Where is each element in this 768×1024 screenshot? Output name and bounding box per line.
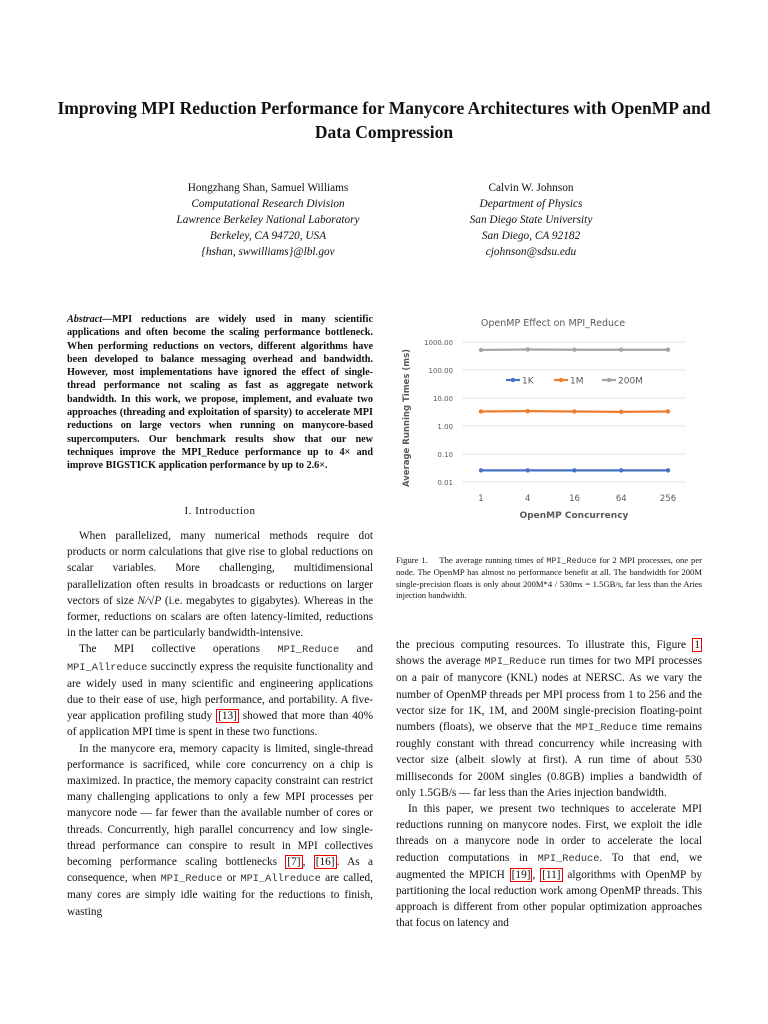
y-tick-label: 100.00 [428,367,453,375]
text-run: for 2 MPI processes, one per node. The OpenMP has almost no performance benefit at all. The bandwidth for 200M single-precision floats is only about 200M*4 / 530ms = 1.5GB/s, far less than the Aries injection bandwidth. [396,555,703,601]
code-inline: MPI_Reduce [484,656,547,669]
text-run: In this paper, we present two techniques to accelerate MPI reductions running on manycore nodes. First, we exploit the idle threads on a manycore node in order to accelerate the local reduction computations in [396,803,702,864]
code-inline: MPI_Reduce [546,556,597,566]
data-point-1M [666,409,670,413]
code-inline: MPI_Reduce [160,873,223,886]
author-division: Department of Physics [479,198,583,210]
text-run: When parallelized, many numerical methods require dot products or norm calculations that give rise to global reductions on scalar variables. More challenging, multidimensional parallelization often results in broadcasts or reductions on larger vectors of size [67,530,373,607]
chart-xlabel: OpenMP Concurrency [519,511,629,521]
citation-link[interactable]: [7] [287,856,301,869]
x-tick-label: 1 [478,494,484,504]
legend-label: 1K [522,376,534,387]
paragraph [396,801,702,932]
citation-link[interactable]: [16] [315,856,335,869]
chart-x-ticks [478,494,676,504]
citation-link[interactable]: [13] [218,710,237,723]
data-point-1K [619,468,623,472]
citation-link[interactable]: [11] [542,868,561,881]
left-column-body [67,528,373,920]
y-tick-label: 1.00 [437,423,453,431]
code-inline: MPI_Allreduce [240,873,321,886]
text-run: The MPI collective operations [79,643,278,656]
chart-svg [396,308,702,530]
right-column-body [396,637,702,932]
text-run: run times for two MPI processes on a pair of manycore (KNL) nodes at NERSC. As we vary the number of OpenMP threads per MPI process from 1 to 256 and the vector size for 1K, 1M, and 200M single-precision floating-point numbers (floats), we observe that the [396,655,702,734]
x-tick-label: 256 [659,494,677,504]
legend-marker [559,378,563,382]
abstract [67,313,373,473]
data-point-200M [479,348,483,352]
paper-title: Improving MPI Reduction Performance for Manycore Architectures with OpenMP and Data Compression [57,98,711,142]
figure-link[interactable]: 1 [694,639,700,651]
chart-legend [506,377,643,387]
text-run: The average running times of [439,555,547,565]
text-run: are called, many cores are simply idle waiting for the reductions to finish, wasting [67,872,373,918]
abstract-text: —MPI reductions are widely used in many scientific applications and often become the scaling performance bottleneck. When performing reductions on vectors, different algorithms have been developed to balance messaging overhead and bandwidth. However, most implementations have ignored the effect of single-thread performance not scaling as fast as aggregate network bandwidth. In this work, we propose, implement, and evaluate two approaches (threading and exploitation of sparsity) to accelerate MPI reductions on large vectors when running on manycore-based supercomputers. Our benchmark results show that our new techniques improve the MPI_Reduce performance up to 4× and improve BIGSTICK application performance by up to 2.6×. [67,314,373,472]
data-point-200M [572,348,576,352]
text-run: algorithms with OpenMP by partitioning the local reduction work among OpenMP threads. This approach is different from other popular optimization approaches that focus on latency and [396,868,702,930]
paragraph [396,637,702,801]
author-location: Berkeley, CA 94720, USA [209,230,327,242]
author-email: cjohnson@sdsu.edu [485,246,577,258]
text-run: shows the average [396,655,485,668]
y-tick-label: 0.10 [437,451,453,459]
text-run: showed that more than 40% of application MPI time is spent in these two functions. [67,710,373,739]
data-point-1M [572,409,576,413]
data-point-1M [526,409,530,413]
author-block-2 [418,180,644,260]
data-point-200M [619,348,623,352]
paragraph [67,741,373,920]
text-run: . As a consequence, when [67,856,373,885]
author-institution: Lawrence Berkeley National Laboratory [176,214,360,226]
caption-label: Figure 1. [396,555,428,565]
text-run: (i.e. megabytes to gigabytes). Whereas in the former, reductions on scalars are often latency-limited, reductions in the latter can be particularly bandwidth-intensive. [67,594,373,640]
code-inline: MPI_Reduce [537,852,600,865]
text-run: the precious computing resources. To illustrate this, Figure [396,639,693,651]
legend-marker [607,378,611,382]
code-inline: MPI_Reduce [575,722,638,735]
chart-title: OpenMP Effect on MPI_Reduce [480,318,626,329]
text-run: succinctly express the requisite functionality and are widely used in many scientific and engineering applications due to their ease of use, high performance, and portability. A five-year application profiling study [67,660,373,723]
author-names: Hongzhang Shan, Samuel Williams [187,182,349,194]
figure-caption [396,555,702,602]
data-point-1M [479,409,483,413]
data-point-1K [666,468,670,472]
text-run: , [532,868,541,881]
author-institution: San Diego State University [469,214,593,226]
data-point-200M [526,347,530,351]
data-point-1K [479,468,483,472]
author-email: {hshan, swwilliams}@lbl.gov [201,246,335,258]
data-point-1M [619,410,623,414]
data-point-200M [666,348,670,352]
data-point-1K [526,468,530,472]
legend-label: 200M [618,376,643,387]
text-run: and [339,643,373,656]
paragraph [67,528,373,641]
x-tick-label: 16 [569,494,580,504]
data-point-1K [572,468,576,472]
author-block-1 [148,180,388,260]
chart-ylabel: Average Running Times (ms) [402,348,412,488]
y-tick-label: 10.00 [432,395,453,403]
text-run: In the manycore era, memory capacity is limited, single-thread performance is sacrificed, while core concurrency on a chip is maximized. In practice, the memory capacity constraint can restrict many challenging applications to only a few MPI processes per manycore node — far fewer than the available number of cores or threads. Concurrently, high parallel concurrency and low single-thread performance can conspire to result in MPI collectives becoming performance scaling bottlenecks [67,742,373,869]
code-inline: MPI_Reduce [277,644,340,657]
legend-label: 1M [570,376,584,387]
y-tick-label: 1000.00 [424,339,453,347]
text-run: time remains roughly constant with thread concurrency while increasing with vector size (albeit slowly at first). A run time of about 530 milliseconds for 200M singles (0.8GB) implies a bandwidth of only 1.5GB/s — far less than the Aries injection bandwidth. [396,721,702,799]
chart-y-ticks [424,339,453,487]
author-division: Computational Research Division [191,198,345,210]
code-inline: MPI_Allreduce [67,661,148,674]
text-run: or [222,872,241,885]
math-inline: N/√P [137,594,162,607]
author-names: Calvin W. Johnson [488,182,574,194]
section-heading-introduction: I. Introduction [184,505,256,517]
abstract-label: Abstract [67,314,103,325]
author-location: San Diego, CA 92182 [481,230,581,242]
paragraph [67,641,373,740]
text-run: , [302,856,314,869]
x-tick-label: 4 [525,494,531,504]
x-tick-label: 64 [615,494,627,504]
y-tick-label: 0.01 [437,479,453,487]
citation-link[interactable]: [19] [511,868,531,881]
text-run: . To that end, we augmented the MPICH [396,851,702,881]
figure-1-chart [396,308,702,530]
legend-marker [511,378,515,382]
